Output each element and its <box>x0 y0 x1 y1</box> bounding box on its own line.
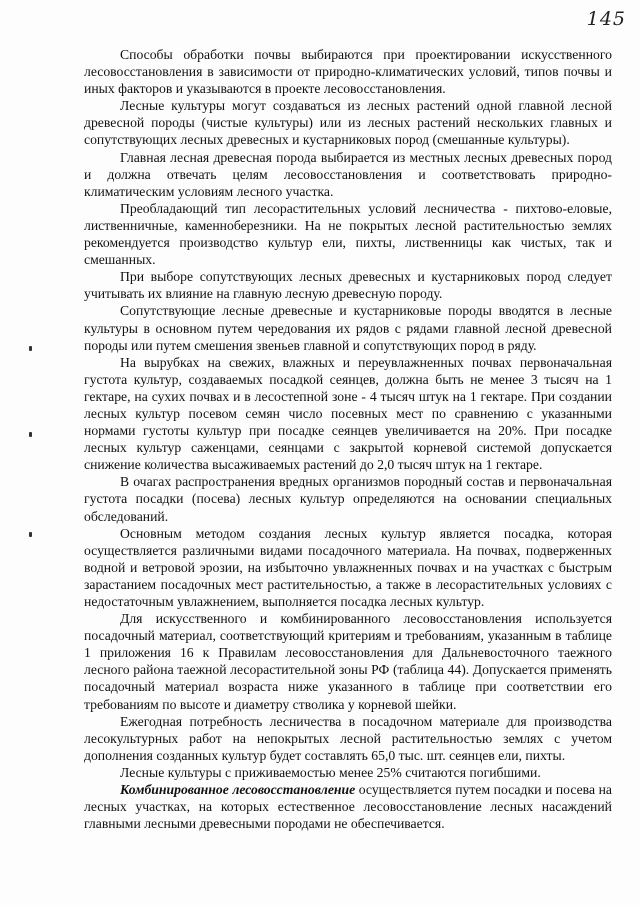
paragraph: Лесные культуры с приживаемостью менее 25% считаются погибшими. <box>120 764 541 780</box>
emphasis-term: Комбинированное лесовосстановление <box>120 782 356 798</box>
page-number: 145 <box>586 8 626 30</box>
paragraph: При выборе сопутствующих лесных древесных и кустарниковых пород следует учитывать их влияние на главную лесную древесную породу. <box>84 269 612 302</box>
final-paragraph <box>84 781 612 832</box>
paragraph: В очагах распространения вредных организмов породный состав и первоначальная густота посадки (посева) лесных культур определяются на основании специальных обследований. <box>84 474 612 524</box>
paragraph: Ежегодная потребность лесничества в посадочном материале для производства лесокультурных работ на непокрытых лесной растительностью землях с учетом дополнения созданных культур будет составлять 65,0 тыс. шт. сеянцев ели, пихты. <box>84 713 612 763</box>
paragraph: Преобладающий тип лесорастительных условий лесничества - пихтово-еловые, лиственничные, каменноберезники. На не покрытых лесной растительностью землях рекомендуется производство культур ели, пихты, лиственницы как чистых, так и смешанных. <box>84 200 612 268</box>
paragraph: Лесные культуры могут создаваться из лесных растений одной главной лесной древесной породы (чистые культуры) или из лесных растений нескольких главных и сопутствующих лесных древесных и кустарниковых пород (смешанные культуры). <box>84 98 612 148</box>
margin-mark <box>29 532 32 537</box>
final-paragraph-text: осуществляется путем посадки и посева на лесных участках, на которых естественное лесовосстановление лесных насаждений главными лесными древесными породами не обеспечивается. <box>84 782 612 832</box>
paragraph: Для искусственного и комбинированного лесовосстановления используется посадочный материал, соответствующий критериям и требованиям, указанным в таблице 1 приложения 16 к Правилам лесовосстановления для Дальневосточного таежного лесного района таежной лесорастительной зоны РФ (таблица 44). Допускается применять посадочный материал возраста ниже указанного в таблице при соответствии его требованиям по высоте и диаметру стволика у корневой шейки. <box>84 611 612 712</box>
margin-mark <box>29 432 32 437</box>
document-body <box>84 46 612 832</box>
paragraph: Сопутствующие лесные древесные и кустарниковые породы вводятся в лесные культуры в основном путем чередования их рядов с рядами главной лесной древесной породы или путем смешения звеньев главной и сопутствующих пород в ряду. <box>84 303 612 353</box>
paragraph: Главная лесная древесная порода выбирается из местных лесных древесных пород и должна отвечать целям лесовосстановления и соответствовать природно-климатическим условиям лесного участка. <box>84 149 612 199</box>
paragraph: Основным методом создания лесных культур является посадка, которая осуществляется различными видами посадочного материала. На почвах, подверженных водной и ветровой эрозии, на избыточно увлажненных почвах и на участках с быстрым зарастанием посадочных мест растительностью, а также в лесорастительных условиях с недостаточным увлажнением, выполняется посадка лесных культур. <box>84 525 612 609</box>
paragraph: Способы обработки почвы выбираются при проектировании искусственного лесовосстановления в зависимости от природно-климатических условий, типов почвы и иных факторов и указываются в проекте лесовосстановления. <box>84 47 612 97</box>
margin-mark <box>29 346 32 351</box>
paragraph: На вырубках на свежих, влажных и переувлажненных почвах первоначальная густота культур, создаваемых посадкой сеянцев, должна быть не менее 3 тысяч на 1 гектаре, на сухих почвах и в лесостепной зоне - 4 тысяч штук на 1 гектаре. При создании лесных культур посевом семян число посевных мест по сравнению с указанными нормами густоты культур при посадке сеянцев увеличивается на 20%. При посадке лесных культур саженцами, сеянцами с закрытой корневой системой допускается снижение количества высаживаемых растений до 2,0 тысяч штук на 1 гектаре. <box>84 354 612 473</box>
